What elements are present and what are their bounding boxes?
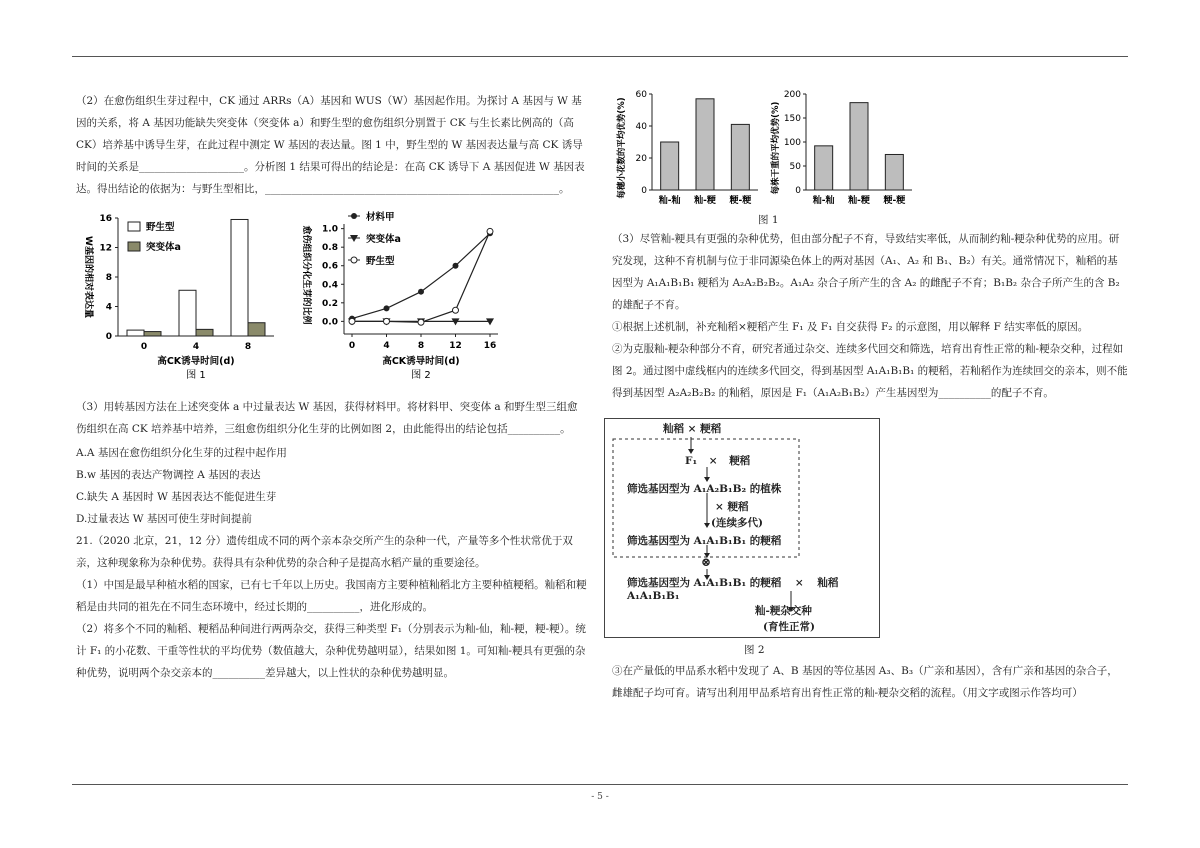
y-tick-label: 12 <box>99 243 112 254</box>
x-axis-label: 高CK诱导时间(d) <box>157 356 235 367</box>
x-tick-label: 粳-粳 <box>883 196 906 206</box>
legend-swatch <box>128 222 140 231</box>
x-tick-label: 籼-粳 <box>848 196 870 206</box>
left-figure-2 <box>292 206 512 390</box>
flow-f1: F₁ <box>685 455 698 467</box>
paragraph-q21-3-2: ②为克服籼-粳杂种部分不育，研究者通过杂交、连续多代回交和筛选，培育出育性正常的籼-粳杂交种，过程如图 2。通过图中虚线框内的连续多代回交，得到基因型 A₁A₁B₁B₁ 的粳稻，若籼稻作为连续回交的亲本，则不能得到基因型 A₂A₂B₂B₂ 的籼稻，原因是 F₁（A₁A₂B₁B₂）产生基因型为__________的配子不育。 <box>612 343 1128 399</box>
point-野生型 <box>349 318 355 324</box>
left-figure-1 <box>74 206 284 390</box>
right-column-text <box>612 228 1128 404</box>
right-column-bottom <box>612 660 1128 704</box>
bar-突变体a <box>196 329 213 336</box>
y-tick-label: 0.0 <box>322 317 338 328</box>
bottom-rule <box>72 784 1128 785</box>
x-tick-label: 4 <box>383 341 390 351</box>
x-tick-label: 粳-粳 <box>729 196 752 206</box>
legend-label: 野生型 <box>146 222 175 233</box>
paragraph-q21-3-1: ①根据上述机制，补充籼稻×粳稻产生 F₁ 及 F₁ 自交获得 F₂ 的示意图，用以解释 F 结实率低的原因。 <box>612 321 1089 333</box>
flow-step-8-left: 筛选基因型为 A₁A₁B₁B₁ 的粳稻 <box>627 577 782 589</box>
x-tick-label: 籼-籼 <box>658 196 681 206</box>
y-axis-label: 愈伤组织分化生芽的比例 <box>301 225 311 325</box>
y-tick-label: 0.8 <box>322 243 338 254</box>
flow-step-6: 筛选基因型为 A₁A₁B₁B₁ 的粳稻 <box>627 535 782 547</box>
y-tick-label: 16 <box>99 214 112 224</box>
bar <box>696 99 714 190</box>
y-tick-label: 150 <box>783 114 801 124</box>
right-figure-2-label: 图 2 <box>744 644 765 656</box>
point-野生型 <box>453 307 459 313</box>
series-line-野生型 <box>352 231 490 322</box>
x-tick-label: 0 <box>348 341 356 351</box>
y-tick-label: 4 <box>105 302 112 313</box>
flow-step-8 <box>627 575 879 602</box>
page-number: - 5 - <box>591 792 609 802</box>
y-tick-label: 0 <box>795 186 801 196</box>
x-axis-label: 高CK诱导时间(d) <box>382 356 460 367</box>
question-21-part1: （1）中国是最早种植水稻的国家，已有七千年以上历史。我国南方主要种植籼稻北方主要种植粳稻。籼稻和粳稻是由共同的祖先在不同生态环境中，经过长期的__________，进化形成的。 <box>76 579 587 613</box>
x-tick-label: 4 <box>192 342 200 352</box>
flow-cross: × <box>708 455 718 467</box>
y-tick-label: 0 <box>641 186 647 196</box>
bar-突变体a <box>144 332 161 336</box>
point-材料甲 <box>384 305 390 311</box>
question-21-part2: （2）将多个不同的籼稻、粳稻品种间进行两两杂交，获得三种类型 F₁（分别表示为籼-仙，籼-粳，粳-粳）。统计 F₁ 的小花数、干重等性状的平均优势（数值越大，杂种优势越明显），结果如图 1。可知籼-粳具有更强的杂种优势，说明两个杂交亲本的__________差异越大，以上性状的杂种优势越明显。 <box>76 623 586 679</box>
x-tick-label: 8 <box>417 341 425 351</box>
flow-diagram <box>604 418 880 638</box>
bar <box>850 103 868 190</box>
point-野生型 <box>384 318 390 324</box>
right-figure-1a <box>614 86 764 214</box>
y-tick-label: 0.4 <box>322 280 338 291</box>
x-tick-label: 籼-粳 <box>694 196 716 206</box>
paragraph-q21-3: （3）尽管籼-粳具有更强的杂种优势，但由部分配子不育，导致结实率低，从而制约籼-粳杂种优势的应用。研究发现，这种不育机制与位于非同源染色体上的两对基因（A₁、A₂ 和 B₁、B₂）有关。通常情况下，籼稻的基因型为 A₁A₁B₁B₁ 粳稻为 A₂A₂B₂B₂。A₁A₂ 杂合子所产生的含 A₂ 的雌配子不育；B₁B₂ 杂合子所产生的含 B₂ 的雄配子不育。 <box>612 233 1120 311</box>
bar-野生型 <box>127 330 144 336</box>
legend-swatch <box>128 242 140 251</box>
bar-野生型 <box>231 219 248 336</box>
bar <box>885 154 903 190</box>
y-tick-label: 50 <box>789 162 801 172</box>
y-tick-label: 100 <box>783 138 801 148</box>
flow-japonica: 粳稻 <box>729 455 751 467</box>
left-column-bottom <box>76 396 588 684</box>
x-tick-label: 8 <box>244 342 252 352</box>
x-tick-label: 12 <box>449 341 462 351</box>
legend-marker <box>351 213 357 219</box>
option-c: C.缺失 A 基因时 W 基因表达不能促进生芽 <box>76 491 277 503</box>
flow-selfing-symbol: ⊗ <box>701 555 712 569</box>
flow-step-9: 籼-粳杂交种 <box>755 605 812 617</box>
right-figure-1-label: 图 1 <box>758 214 779 226</box>
legend-label: 材料甲 <box>366 212 395 223</box>
y-tick-label: 0 <box>105 332 112 342</box>
flow-step-4: × 粳稻 <box>715 501 749 513</box>
legend-label: 突变体a <box>366 234 401 245</box>
flow-step-5: (连续多代) <box>711 517 763 529</box>
flow-step-3: 筛选基因型为 A₁A₂B₁B₂ 的植株 <box>627 483 782 495</box>
flow-step-8-right: 籼稻 A₁A₁B₁B₁ <box>627 577 839 602</box>
paragraph-q20-3: （3）用转基因方法在上述突变体 a 中过量表达 W 基因，获得材料甲。将材料甲、突变体 a 和野生型三组愈伤组织在高 CK 培养基中培养，三组愈伤组织分化生芽的比例如图 2，由此能得出的结论包括__________。 <box>76 401 578 435</box>
legend-marker <box>351 257 357 263</box>
paragraph-q21-3-3: ③在产量低的甲品系水稻中发现了 A、B 基因的等位基因 A₃、B₃（广亲和基因），含有广亲和基因的杂合子，雌雄配子均可育。请写出利用甲品系培育出育性正常的籼-粳杂交稻的流程。（用文字或图示作答均可） <box>612 665 1118 699</box>
y-tick-label: 8 <box>105 273 112 283</box>
bar <box>731 124 749 190</box>
y-tick-label: 1.0 <box>322 224 338 235</box>
x-tick-label: 籼-籼 <box>812 196 835 206</box>
option-a: A.A 基因在愈伤组织分化生芽的过程中起作用 <box>76 447 287 459</box>
legend-label: 突变体a <box>146 242 181 253</box>
y-axis-label: 每株干重的平均优势(%) <box>771 101 781 195</box>
y-tick-label: 20 <box>635 154 647 164</box>
y-axis-label: 每穗小花数的平均优势(%) <box>617 97 627 199</box>
right-figure-1b <box>768 86 918 214</box>
bar <box>815 146 833 190</box>
option-d: D.过量表达 W 基因可使生芽时间提前 <box>76 513 252 525</box>
top-rule <box>72 56 1128 57</box>
flow-step-1: 籼稻 × 粳稻 <box>663 423 722 435</box>
bar <box>661 142 679 190</box>
bar-突变体a <box>248 323 265 336</box>
point-材料甲 <box>453 263 459 269</box>
question-21: 21.（2020 北京，21，12 分）遗传组成不同的两个亲本杂交所产生的杂种一代，产量等多个性状常优于双亲，这种现象称为杂种优势。获得具有杂种优势的杂合种子是提高水稻产量的重要途径。 <box>76 535 573 569</box>
paragraph-q20-2: （2）在愈伤组织生芽过程中，CK 通过 ARRs（A）基因和 WUS（W）基因起作用。为探讨 A 基因与 W 基因的关系，将 A 基因功能缺失突变体（突变体 a）和野生型的愈伤组织分别置于 CK 与生长素比例高的（高 CK）培养基中诱导生芽，在此过程中测定 W 基因的表达量。图 1 中，野生型的 W 基因表达量与高 CK 诱导时间的关系是____________________。分析图 1 结果可得出的结论是：在高 CK 诱导下 A 基因促进 W 基因表达。得出结论的依据为：与野生型相比，________________________________________________________。 <box>76 95 585 195</box>
flow-step-10: (育性正常) <box>763 621 815 633</box>
y-tick-label: 0.2 <box>322 298 338 309</box>
left-column-top <box>76 90 588 200</box>
series-line-材料甲 <box>352 233 490 318</box>
y-tick-label: 40 <box>635 122 647 132</box>
bar-野生型 <box>179 290 196 336</box>
point-野生型 <box>418 319 424 325</box>
y-tick-label: 0.6 <box>322 261 338 272</box>
figure-title: 图 1 <box>186 370 206 381</box>
flow-step-2 <box>685 453 750 468</box>
figure-title: 图 2 <box>411 370 431 381</box>
point-野生型 <box>487 228 493 234</box>
y-tick-label: 200 <box>783 90 801 100</box>
y-axis-label: W基因的相对表达量 <box>83 236 93 318</box>
point-材料甲 <box>418 289 424 295</box>
x-tick-label: 16 <box>483 341 497 351</box>
flow-cross-2: × <box>794 577 804 589</box>
y-tick-label: 60 <box>635 90 647 100</box>
legend-label: 野生型 <box>366 256 395 267</box>
option-b: B.w 基因的表达产物调控 A 基因的表达 <box>76 469 261 481</box>
x-tick-label: 0 <box>140 342 148 352</box>
